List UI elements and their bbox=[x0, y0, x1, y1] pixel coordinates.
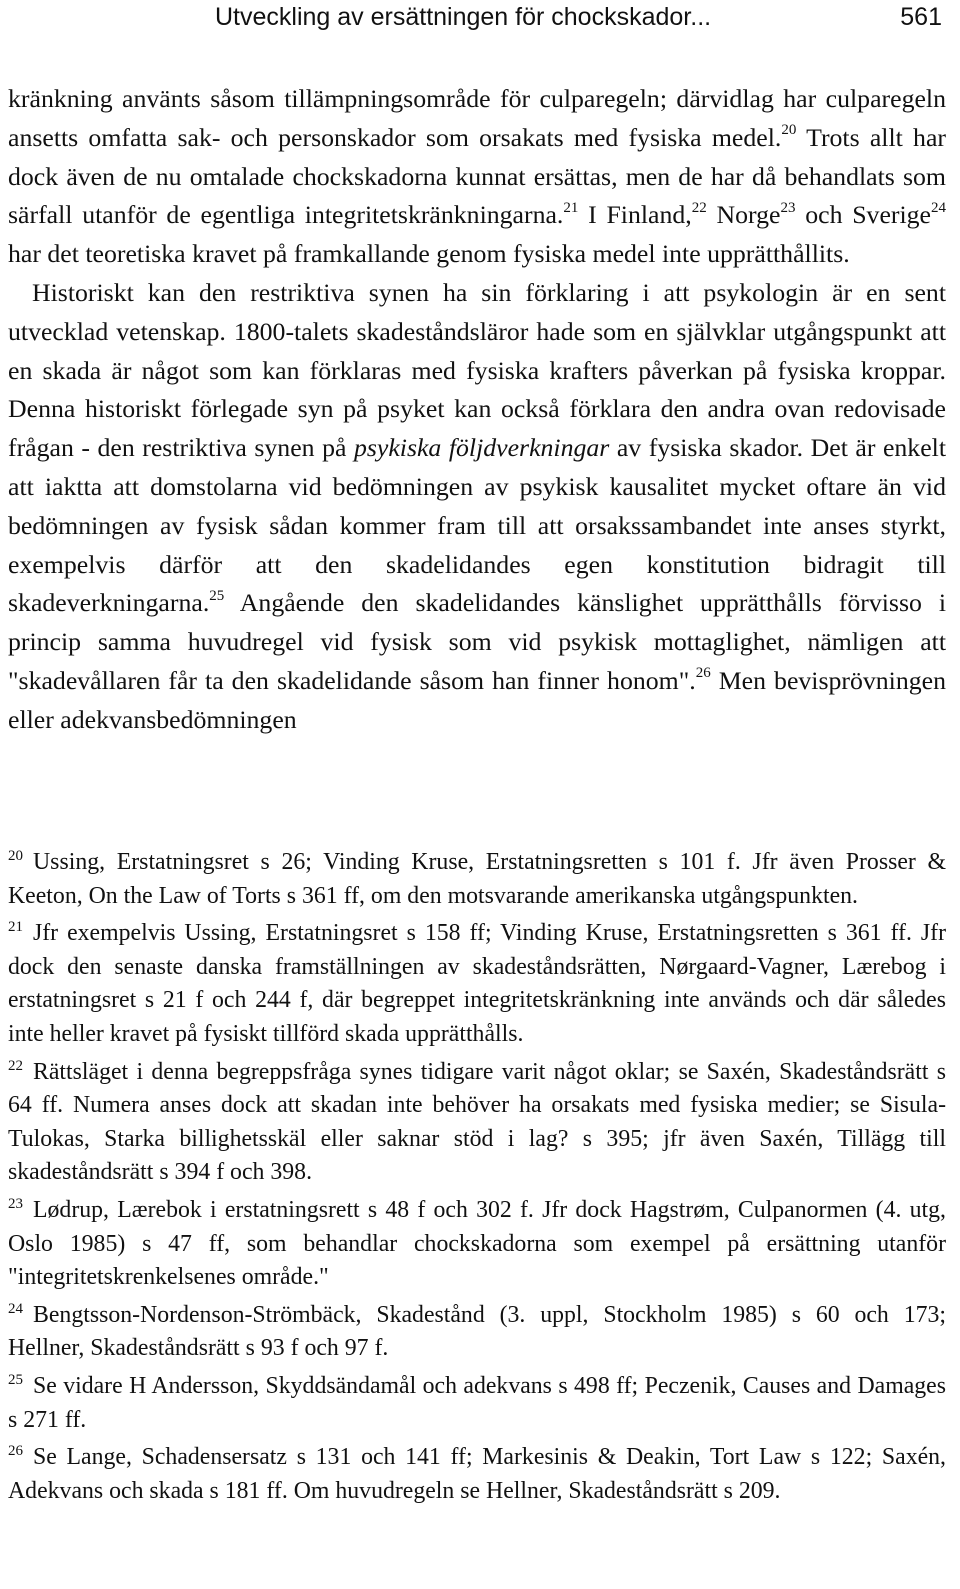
text-run: har det teoretiska kravet på framkallande genom fysiska medel inte upprätthållits. bbox=[8, 239, 850, 269]
text-run: Norge bbox=[706, 200, 781, 230]
footnote-number: 23 bbox=[8, 1196, 23, 1213]
footnote-number: 22 bbox=[8, 1057, 23, 1074]
footnote-text: Ussing, Erstatningsret s 26; Vinding Kruse, Erstatningsretten s 101 f. Jfr även Prosser & Keeton, On the Law of Torts s 361 ff, om den motsvarande amerikanska utgångspunkten. bbox=[8, 849, 946, 909]
main-text bbox=[8, 80, 946, 740]
footnote-23 bbox=[8, 1194, 946, 1295]
text-run: av fysiska skador. Det är enkelt att iaktta att domstolarna vid bedömningen av psykisk kausalitet mycket oftare än vid bedömningen av fysisk sådan kommer fram till att orsakssambandet inte anses styrkt, exempelvis därför att den skadelidandes egen konstitution bidragit till skadeverkningarna. bbox=[8, 433, 946, 618]
footnote-number: 21 bbox=[8, 919, 23, 936]
footnote-ref: 20 bbox=[781, 122, 797, 139]
footnote-text: Lødrup, Lærebok i erstatningsrett s 48 f och 302 f. Jfr dock Hagstrøm, Culpanormen (4. utg, Oslo 1985) s 47 ff, som behandlar chockskadorna som exempel på ersättning utanför "integritetskrenkelsenes område." bbox=[8, 1196, 946, 1291]
footnote-number: 25 bbox=[8, 1371, 23, 1388]
page-number: 561 bbox=[900, 2, 942, 31]
footnote-22 bbox=[8, 1056, 946, 1190]
footnote-ref: 25 bbox=[209, 587, 225, 604]
footnote-25 bbox=[8, 1370, 946, 1437]
footnote-21 bbox=[8, 917, 946, 1051]
footnote-number: 20 bbox=[8, 848, 23, 865]
footnote-text: Bengtsson-Nordenson-Strömbäck, Skadestånd (3. uppl, Stockholm 1985) s 60 och 173; Hellner, Skadeståndsrätt s 93 f och 97 f. bbox=[8, 1301, 946, 1362]
text-run: Historiskt kan den restriktiva synen ha sin förklaring i att psykologin är en sent utvecklad vetenskap. 1800-talets skadeståndsläror hade som en självklar utgångspunkt att en skada är något som kan förklaras med fysiska krafters påverkan på fysiska kroppar. Denna historiskt förlegade syn på psyket kan också förklara den andra ovan redovisade frågan - den restriktiva synen på bbox=[8, 277, 946, 463]
footnote-number: 24 bbox=[8, 1300, 23, 1317]
footnote-20 bbox=[8, 846, 946, 913]
text-run: Men bevisprövningen eller adekvansbedömningen bbox=[8, 665, 946, 734]
footnote-24 bbox=[8, 1299, 946, 1366]
paragraph-1 bbox=[8, 80, 946, 274]
running-title: Utveckling av ersättningen för chockskador... bbox=[215, 2, 712, 31]
footnote-text: Se vidare H Andersson, Skyddsändamål och adekvans s 498 ff; Peczenik, Causes and Damages s 271 ff. bbox=[8, 1372, 946, 1433]
text-run: Angående den skadelidandes känslighet upprätthålls förvisso i princip samma huvudregel vid fysisk som vid psykisk mottaglighet, nämligen att "skadevållaren får ta den skadelidande såsom han finner honom". bbox=[8, 588, 946, 695]
footnote-ref: 26 bbox=[695, 665, 711, 682]
footnote-number: 26 bbox=[8, 1443, 23, 1460]
footnote-ref: 24 bbox=[931, 199, 947, 216]
footnote-ref: 22 bbox=[691, 199, 707, 216]
emphasis: psykiska följdverkningar bbox=[353, 433, 610, 463]
text-run: I Finland, bbox=[578, 200, 692, 230]
footnote-text: Rättsläget i denna begreppsfråga synes tidigare varit något oklar; se Saxén, Skadeståndsrätt s 64 ff. Numera anses dock att skadan inte behöver ha orsakats med fysiska medier; se Sisula-Tulokas, Starka billighetsskäl eller saknar stöd i lag? s 395; jfr även Saxén, Tillägg till skadeståndsrätt s 394 f och 398. bbox=[8, 1058, 946, 1186]
footnote-ref: 21 bbox=[563, 199, 579, 216]
footnotes bbox=[8, 846, 946, 1512]
running-header bbox=[215, 0, 942, 34]
text-run: Trots allt har dock även de nu omtalade chockskadorna kunnat ersättas, men de har då behandlats som särfall utanför de egentliga integritetskränkningarna. bbox=[8, 122, 946, 230]
footnote-26 bbox=[8, 1441, 946, 1508]
footnote-text: Jfr exempelvis Ussing, Erstatningsret s 158 ff; Vinding Kruse, Erstatningsretten s 361 ff. Jfr dock den senaste danska framställningen av skadeståndsrätten, Nørgaard-Vagner, Lærebog i erstatningsret s 21 f och 244 f, där begreppet integritetskränkning inte används och där således inte heller kravet på fysiskt tillförd skada upprätthålls. bbox=[8, 920, 946, 1047]
footnote-text: Se Lange, Schadensersatz s 131 och 141 ff; Markesinis & Deakin, Tort Law s 122; Saxén, Adekvans och skada s 181 ff. Om huvudregeln se Hellner, Skadeståndsrätt s 209. bbox=[8, 1444, 946, 1504]
text-run: kränkning använts såsom tillämpningsområde för culparegeln; därvidlag har culparegeln ansetts omfatta sak- och personskador som orsakats med fysiska medel. bbox=[8, 84, 946, 152]
footnote-ref: 23 bbox=[780, 199, 796, 216]
paragraph-2 bbox=[8, 274, 946, 740]
text-run: och Sverige bbox=[795, 200, 932, 230]
